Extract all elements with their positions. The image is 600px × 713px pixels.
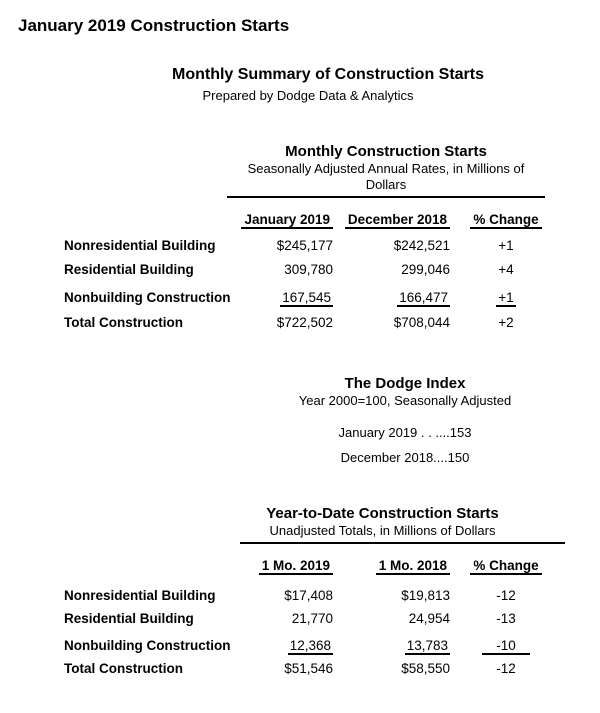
row-label: Nonbuilding Construction <box>64 290 231 305</box>
ytd-section-header <box>240 505 565 544</box>
value-previous: $19,813 <box>401 588 450 603</box>
table-row <box>64 638 600 654</box>
value-pct-change: +1 <box>498 290 514 305</box>
summary-block <box>0 65 600 104</box>
column-header-1mo-2018: 1 Mo. 2018 <box>376 558 450 575</box>
value-current: 167,545 <box>282 290 331 305</box>
dodge-index-january-value: January 2019 . . ....153 <box>338 425 472 440</box>
value-previous: 299,046 <box>401 262 450 277</box>
row-label: Nonresidential Building <box>64 588 216 603</box>
row-label: Residential Building <box>64 611 194 626</box>
monthly-table-header-row <box>64 212 600 229</box>
value-previous: 24,954 <box>408 611 450 626</box>
ytd-table-header-row <box>64 558 600 575</box>
column-header-december-2018: December 2018 <box>345 212 450 229</box>
value-current: 21,770 <box>291 611 333 626</box>
value-current: 309,780 <box>284 262 333 277</box>
value-current: $17,408 <box>284 588 333 603</box>
table-row <box>64 315 600 331</box>
value-pct-change: -12 <box>496 588 516 603</box>
dodge-index-december-value: December 2018....150 <box>340 450 470 465</box>
table-row <box>64 262 600 278</box>
ytd-table <box>64 558 600 677</box>
value-current: $51,546 <box>284 661 333 676</box>
row-label: Total Construction <box>64 661 183 676</box>
row-label: Nonbuilding Construction <box>64 638 231 653</box>
value-current: $722,502 <box>276 315 333 330</box>
value-pct-change: -13 <box>496 611 516 626</box>
column-header-pct-change: % Change <box>470 558 541 575</box>
ytd-title: Year-to-Date Construction Starts <box>266 505 499 522</box>
column-header-pct-change: % Change <box>470 212 541 229</box>
value-previous: 13,783 <box>406 638 448 653</box>
monthly-subtitle: Seasonally Adjusted Annual Rates, in Millions of Dollars <box>247 161 525 192</box>
dodge-index-title: The Dodge Index <box>344 375 466 392</box>
table-row <box>64 611 600 627</box>
column-header-january-2019: January 2019 <box>241 212 333 229</box>
value-previous: $242,521 <box>393 238 450 253</box>
row-label: Total Construction <box>64 315 183 330</box>
value-current: 12,368 <box>289 638 331 653</box>
summary-subtitle: Prepared by Dodge Data & Analytics <box>202 88 414 103</box>
monthly-table <box>64 212 600 331</box>
value-pct-change: -12 <box>496 661 516 676</box>
dodge-index-block <box>250 375 560 466</box>
table-row <box>64 661 600 677</box>
value-previous: $58,550 <box>401 661 450 676</box>
column-header-1mo-2019: 1 Mo. 2019 <box>259 558 333 575</box>
table-row <box>64 238 600 254</box>
page-title: January 2019 Construction Starts <box>18 16 290 35</box>
value-pct-change: +2 <box>498 315 514 330</box>
value-pct-change: -10 <box>482 638 530 655</box>
value-previous: $708,044 <box>393 315 450 330</box>
value-previous: 166,477 <box>399 290 448 305</box>
value-pct-change: +4 <box>498 262 514 277</box>
value-pct-change: +1 <box>498 238 514 253</box>
table-row <box>64 290 600 306</box>
monthly-title: Monthly Construction Starts <box>285 143 487 160</box>
ytd-subtitle: Unadjusted Totals, in Millions of Dollars <box>269 523 496 538</box>
dodge-index-subtitle: Year 2000=100, Seasonally Adjusted <box>298 393 512 408</box>
value-current: $245,177 <box>276 238 333 253</box>
table-row <box>64 588 600 604</box>
monthly-section-header <box>227 143 545 198</box>
row-label: Residential Building <box>64 262 194 277</box>
row-label: Nonresidential Building <box>64 238 216 253</box>
summary-title: Monthly Summary of Construction Starts <box>171 66 485 83</box>
